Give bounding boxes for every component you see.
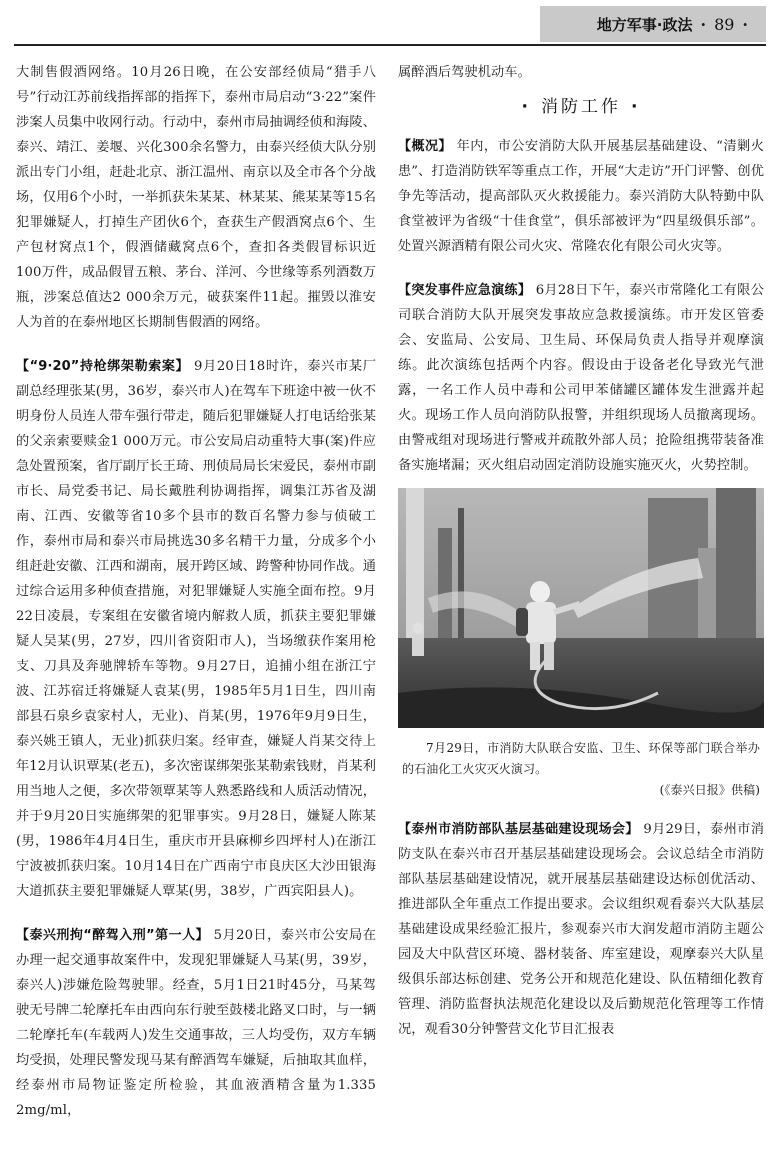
continuation-text: 属醉酒后驾驶机动车。 <box>398 65 531 80</box>
article-base-meeting <box>398 817 764 1042</box>
article-tag: 【突发事件应急演练】 <box>398 283 532 298</box>
article-kidnap-case <box>16 354 376 904</box>
page-header <box>0 0 780 46</box>
header-separator-dot: · <box>700 14 707 34</box>
section-title: 消防工作 <box>541 97 621 117</box>
photo-caption <box>398 738 764 780</box>
article-body: 6月28日下午，泰兴市常隆化工有限公司联合消防大队开展突发事故应急救援演练。市开发区管委会、安监局、公安局、卫生局、环保局负责人指导并观摩演练。此次演练包括两个内容。假设由于设备老化导致光气泄露，一名工作人员中毒和公司甲苯储罐区罐体发生泄露并起火。现场工作人员向消防队报警，并组织现场人员撤离现场。由警戒组对现场进行警戒并疏散外部人员；抢险组携带装备准备实施堵漏；灭火组启动固定消防设施实施灭火，火势控制。 <box>398 283 764 473</box>
photo-credit: (《泰兴日报》供稿) <box>659 783 760 797</box>
article-drunk-driving <box>16 923 376 1123</box>
article-tag: 【泰兴刑拘“醉驾入刑”第一人】 <box>16 928 210 943</box>
continuation-text: 大制售假酒网络。10月26日晚，在公安部经侦局“猎手八号”行动江苏前线指挥部的指挥下，泰州市局启动“3·22”案件涉案人员集中收网行动。行动中，泰州市局抽调经侦和海陵、泰兴、靖江、姜堰、兴化300余名警力，由泰兴经侦大队分别派出专门小组，赶赴北京、浙江温州、南京以及全市各个分战场，仅用6个小时，一举抓获朱某某、林某某、熊某某等15名犯罪嫌疑人，打掉生产团伙6个，查获生产假酒窝点6个、生产包材窝点1个，假酒储藏窝点6个，查扣各类假冒标识近100万件，成品假冒五粮、茅台、洋河、今世缘等系列酒数万瓶，涉案总值达2 000余万元，破获案件11起。摧毁以淮安人为首的在泰州地区长期制售假酒的网络。 <box>16 65 376 330</box>
heading-dot: · <box>631 97 641 117</box>
article-emergency-drill <box>398 278 764 478</box>
article-body: 9月20日18时许，泰兴市某厂副总经理张某(男，36岁，泰兴市人)在驾车下班途中被一伙不明身份人员连人带车强行带走，随后犯罪嫌疑人打电话给张某的父亲索要赎金1 000万元。市公安局启动重特大事(案)件应急处置预案，省厅副厅长王琦、刑侦局局长宋爱民，泰州市副市长、局党委书记、局长戴胜利协调指挥，调集江苏省及湖南、江西、安徽等省10多个县市的数百名警力参与侦破工作，泰州市局和泰兴市局挑选30多名精干力量，分成多个小组赶赴安徽、江西和湖南，展开跨区域、跨警种协同作战。通过综合运用多种侦查措施，对犯罪嫌疑人实施全面布控。9月22日凌晨，专案组在安徽省境内解救人质，抓获主要犯罪嫌疑人吴某(男，27岁，四川省资阳市人)，当场缴获作案用枪支、刀具及奔驰牌轿车等物。9月27日，追捕小组在浙江宁波、江苏宿迁将嫌疑人袁某(男，1985年5月1日生，四川南部县石泉乡袁家村人，无业)、肖某(男，1976年9月9日生，泰兴姚王镇人，无业)抓获归案。经审查，嫌疑人肖某交待上年12月认识覃某(老五)，多次密谋绑架张某勒索钱财，肖某利用当地人之便，多次带领覃某等人熟悉路线和人质活动情况，并于9月20日实施绑架的犯罪事实。9月28日，嫌疑人陈某(男，1986年4月4日生，重庆市开县麻柳乡四坪村人)在浙江宁波被抓获归案。10月14日在广西南宁市良庆区大沙田银海大道抓获主要犯罪嫌疑人覃某(男，38岁，广西宾阳县人)。 <box>16 359 377 899</box>
header-section-title: 地方军事·政法 <box>596 15 693 34</box>
article-tag: 【“9·20”持枪绑架勒索案】 <box>16 359 190 374</box>
page-number: 89 <box>714 14 735 34</box>
header-rule <box>14 44 766 46</box>
continuation-paragraph <box>16 60 376 335</box>
left-column <box>16 60 376 1123</box>
article-body: 年内，市公安消防大队开展基层基础建设、“清剿火患”、打造消防铁军等重点工作，开展“大走访”开门评警、创优争先等活动，提高部队灭火救援能力。泰兴消防大队特勤中队食堂被评为省级“十佳食堂”，俱乐部被评为“四星级俱乐部”。处置兴源酒精有限公司火灾、常隆农化有限公司火灾等。 <box>398 139 764 254</box>
header-bar <box>540 6 766 42</box>
article-body: 9月29日，泰州市消防支队在泰兴市召开基层基础建设现场会。会议总结全市消防部队基层基础建设情况，就开展基层基础建设达标创优活动、推进部队全年重点工作提出要求。会议组织观看泰兴大队基层基础建设成果经验汇报片，参观泰兴市大润发超市消防主题公园及大中队营区环境、器材装备、库室建设，观摩泰兴大队星级俱乐部达标创建、党务公开和规范化建设、队伍精细化教育管理、消防监督执法规范化建设以及后勤规范化管理等工作情况，观看30分钟警营文化节目汇报表 <box>398 822 765 1037</box>
fire-drill-illustration <box>398 488 764 728</box>
right-column <box>398 60 764 1042</box>
article-tag: 【概况】 <box>398 139 452 154</box>
heading-dot: · <box>521 97 531 117</box>
industrial-tower <box>406 488 424 638</box>
header-separator-dot-right: · <box>742 14 748 34</box>
firefighter-figure-background <box>412 622 424 656</box>
article-tag: 【泰州市消防部队基层基础建设现场会】 <box>398 822 639 837</box>
continuation-paragraph <box>398 60 764 85</box>
photo-caption-text: 7月29日，市消防大队联合安监、卫生、环保等部门联合举办的石油化工火灾灭火演习。 <box>402 741 760 776</box>
article-body: 5月20日，泰兴市公安局在办理一起交通事故案件中，发现犯罪嫌疑人马某(男，39岁，泰兴人)涉嫌危险驾驶罪。经查，5月1日21时45分，马某驾驶无号牌二轮摩托车由西向东行驶至鼓楼北路叉口时，与一辆二轮摩托车(车载两人)发生交通事故，三人均受伤，双方车辆均受损，处理民警发现马某有醉酒驾车嫌疑，后抽取其血样，经泰州市局物证鉴定所检验，其血液酒精含量为1.335 2mg/ml， <box>16 928 376 1118</box>
fire-drill-photo <box>398 488 764 728</box>
article-overview <box>398 134 764 259</box>
section-heading <box>398 95 764 120</box>
